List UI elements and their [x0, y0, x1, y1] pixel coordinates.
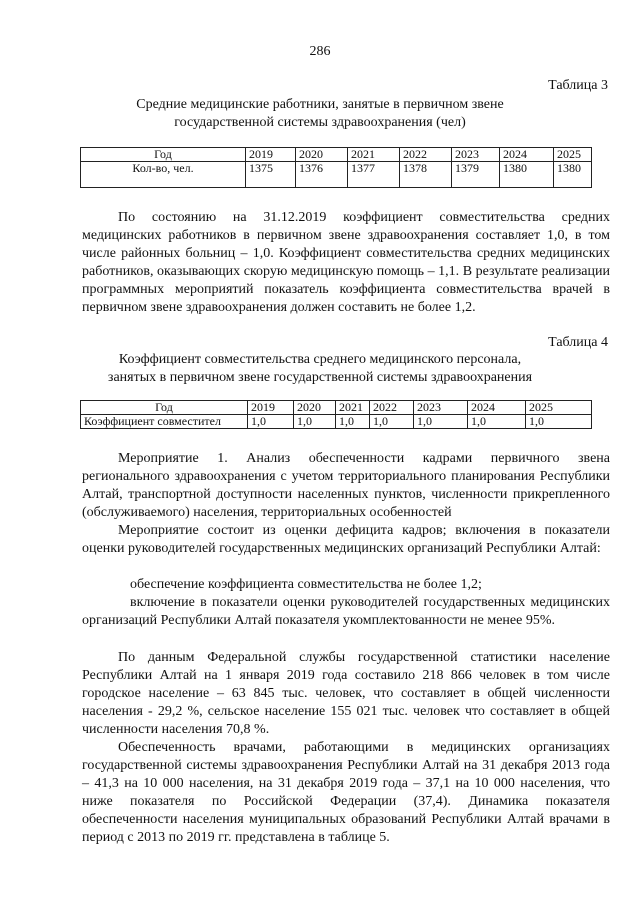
paragraph-activity-1: Мероприятие 1. Анализ обеспеченности кадрами первичного звена регионального здравоохранения с учетом территориального планирования Республики Алтай, транспортной доступности населенных пунктов, численности прикрепленного (обслуживаемого) населения, территориальных особенностей	[82, 451, 610, 520]
table4-cell: 1,0	[526, 415, 592, 429]
table4-cell: 1,0	[414, 415, 468, 429]
table4-header-cell: 2025	[526, 401, 592, 415]
table4-header-cell: 2022	[370, 401, 414, 415]
table3-cell: 1380	[554, 162, 592, 188]
table4-data-row	[81, 415, 592, 429]
table3-label: Таблица 3	[548, 78, 608, 93]
table3-cell: 1379	[452, 162, 500, 188]
table4-header-cell: 2020	[294, 401, 336, 415]
table3-header-cell: 2025	[554, 148, 592, 162]
table4-caption-line1: Коэффициент совместительства среднего медицинского персонала,	[118, 352, 522, 367]
table3-cell: 1377	[348, 162, 400, 188]
table4-header-cell: Год	[81, 401, 248, 415]
table4-cell: 1,0	[248, 415, 294, 429]
table3	[80, 147, 592, 188]
page-number: 286	[309, 44, 331, 59]
table4-header-cell: 2021	[336, 401, 370, 415]
table4-cell: 1,0	[294, 415, 336, 429]
paragraph-population: По данным Федеральной службы государственной статистики население Республики Алтай на 1 января 2019 года составило 218 866 человек в том числе городское население – 63 845 тыс. человек, что составляет в общей численности населения - 29,2 %, сельское население 155 021 тыс. человек что составляет в общей численности населения 70,8 %.	[82, 650, 610, 737]
table4	[80, 400, 592, 429]
table3-data-row	[81, 162, 592, 188]
table3-header-cell: 2020	[296, 148, 348, 162]
table4-caption-line2: занятых в первичном звене государственной системы здравоохранения	[107, 370, 533, 385]
table4-cell: Коэффициент совместител	[81, 415, 248, 429]
table4-cell: 1,0	[370, 415, 414, 429]
table4-cell: 1,0	[336, 415, 370, 429]
table3-cell: 1375	[246, 162, 296, 188]
paragraph-coefficient: По состоянию на 31.12.2019 коэффициент совместительства средних медицинских работников в первичном звене здравоохранения составляет 1,0, в том числе районных больниц – 1,0. Коэффициент совместительства средних медицинских работников, оказывающих скорую медицинскую помощь – 1,1. В результате реализации программных мероприятий показатель коэффициента совместительства врачей в первичном звене здравоохранения должен составить не более 1,2.	[82, 210, 610, 315]
table4-header-row	[81, 401, 592, 415]
list-item-staffing: включение в показатели оценки руководителей государственных медицинских организаций Республики Алтай показателя укомплектованности не менее 95%.	[82, 595, 610, 628]
table3-caption	[60, 96, 580, 132]
table3-header-cell: 2021	[348, 148, 400, 162]
table4-caption	[60, 351, 580, 387]
table3-caption-line2: государственной системы здравоохранения (чел)	[174, 115, 466, 130]
table3-header-cell: 2019	[246, 148, 296, 162]
paragraph-activity-details: Мероприятие состоит из оценки дефицита кадров; включения в показатели оценки руководителей государственных медицинских организаций Республики Алтай:	[82, 523, 610, 556]
table4-header-cell: 2023	[414, 401, 468, 415]
table3-cell: Кол-во, чел.	[81, 162, 246, 188]
table3-cell: 1378	[400, 162, 452, 188]
list-item-coefficient: обеспечение коэффициента совместительства не более 1,2;	[130, 577, 482, 592]
paragraph-doctor-provision: Обеспеченность врачами, работающими в медицинских организациях государственной системы здравоохранения Республики Алтай на 31 декабря 2013 года – 41,3 на 10 000 населения, на 31 декабря 2019 года – 37,1 на 10 000 населения, что ниже показателя по Российской Федерации (37,4). Динамика показателя обеспеченности населения муниципальных образований Республики Алтай врачами в период с 2013 по 2019 гг. представлена в таблице 5.	[82, 740, 610, 845]
table4-header-cell: 2024	[468, 401, 526, 415]
table3-header-cell: Год	[81, 148, 246, 162]
table3-caption-line1: Средние медицинские работники, занятые в первичном звене	[136, 97, 504, 112]
table4-header-cell: 2019	[248, 401, 294, 415]
table3-header-cell: 2024	[500, 148, 554, 162]
table3-header-cell: 2023	[452, 148, 500, 162]
table4-label: Таблица 4	[548, 335, 608, 350]
table3-header-row	[81, 148, 592, 162]
table4-cell: 1,0	[468, 415, 526, 429]
table3-cell: 1380	[500, 162, 554, 188]
table3-header-cell: 2022	[400, 148, 452, 162]
table3-cell: 1376	[296, 162, 348, 188]
